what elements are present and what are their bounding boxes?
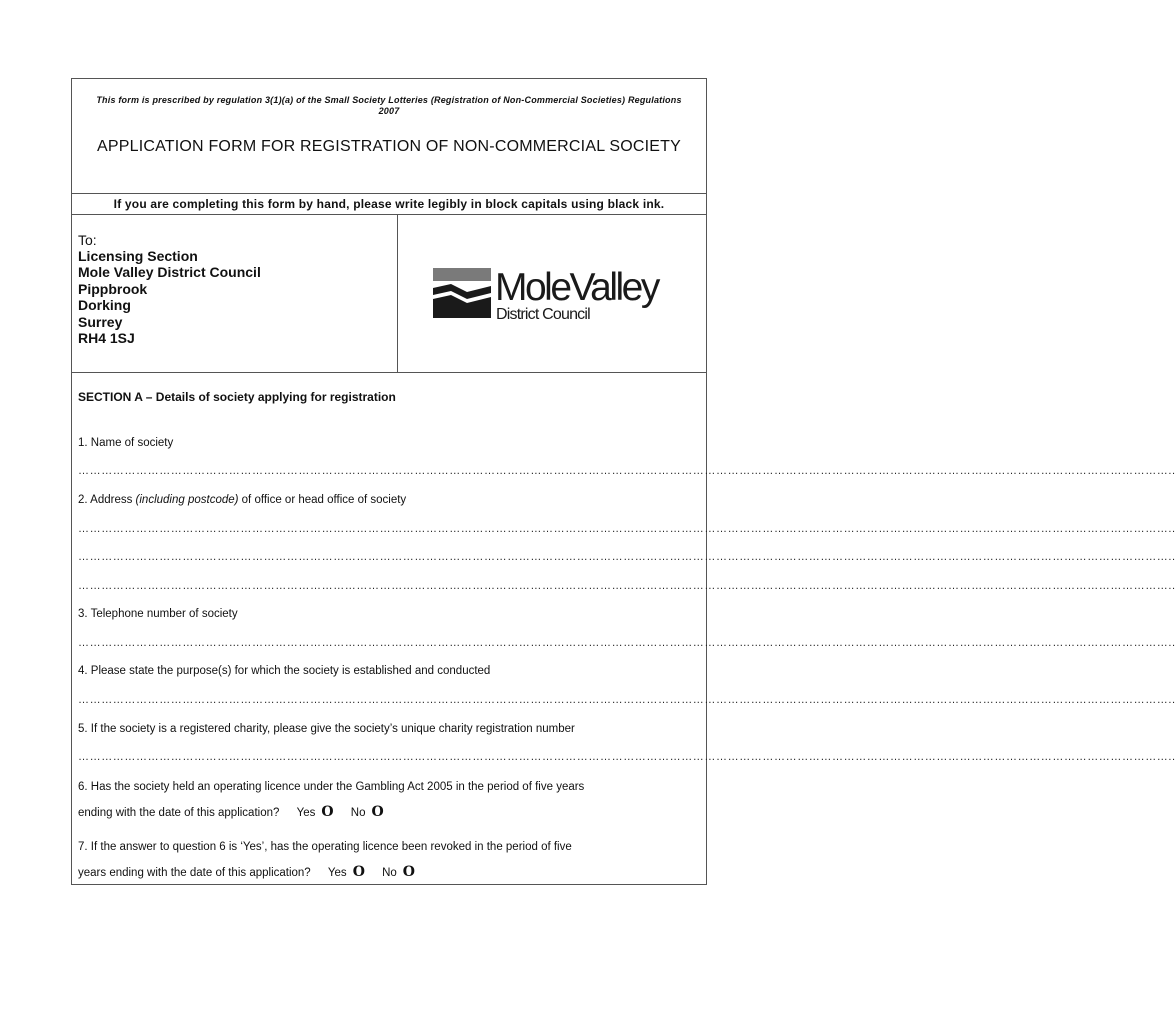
purpose-field[interactable]: ………………………………………………………………………………………………………………………………………………………………………………………………………………………………………………………….. [78, 694, 1176, 706]
section-a-title: SECTION A – Details of society applying for registration [78, 390, 396, 404]
question-4-label: 4. Please state the purpose(s) for which the society is established and conducted [78, 665, 491, 677]
question-7-label: 7. If the answer to question 6 is ‘Yes’, has the operating licence been revoked in the period of five [78, 841, 572, 853]
mole-valley-emblem-icon [433, 268, 491, 318]
q7-no-label: No [382, 867, 397, 879]
society-name-field[interactable]: ………………………………………………………………………………………………………………………………………………………………………………………………………………………………………………………….. [78, 465, 1176, 477]
question-7-answer-row [78, 865, 429, 880]
q6-no-radio[interactable]: O [371, 804, 384, 820]
q6-yes-radio[interactable]: O [321, 804, 334, 820]
address-line: Pippbrook [78, 280, 148, 297]
application-form [71, 78, 1176, 885]
completion-notice: If you are completing this form by hand, please write legibly in block capitals using black ink. [72, 193, 706, 215]
address-to-label: To: [78, 232, 97, 248]
question-3-label: 3. Telephone number of society [78, 608, 238, 620]
q7-no-radio[interactable]: O [402, 864, 415, 880]
question-6-answer-row [78, 805, 398, 820]
address-line: Dorking [78, 297, 131, 314]
telephone-field[interactable]: ………………………………………………………………………………………………………………………………………………………………………………………………………………………………………………………….. [78, 637, 1176, 649]
q6-no-label: No [350, 807, 366, 819]
question-6-label: 6. Has the society held an operating licence under the Gambling Act 2005 in the period of five years [78, 781, 585, 793]
question-2-italic: (including postcode) [135, 494, 239, 506]
q6-yes-label: Yes [296, 807, 316, 819]
question-1-label: 1. Name of society [78, 437, 174, 449]
question-6-label-cont: ending with the date of this application? [78, 807, 280, 819]
council-logo [398, 215, 706, 373]
logo-name: MoleValley [495, 266, 658, 309]
recipient-address [72, 215, 398, 373]
q7-yes-radio[interactable]: O [352, 864, 365, 880]
question-7-label-cont: years ending with the date of this application? [78, 867, 311, 879]
question-5-label: 5. If the society is a registered charity, please give the society’s unique charity registration number [78, 723, 575, 735]
logo-subtitle: District Council [496, 306, 590, 323]
question-2-label [78, 493, 406, 507]
form-header [72, 79, 706, 193]
form-title: APPLICATION FORM FOR REGISTRATION OF NON-COMMERCIAL SOCIETY [97, 138, 681, 155]
charity-number-field[interactable]: ………………………………………………………………………………………………………………………………………………………………………………………………………………………………………………………….. [78, 751, 1176, 763]
address-line: Mole Valley District Council [78, 264, 261, 281]
address-field-line-3[interactable]: ………………………………………………………………………………………………………………………………………………………………………………………………………………………………………………………….. [78, 580, 1176, 592]
question-2-suffix: of office or head office of society [238, 494, 407, 506]
address-field-line-1[interactable]: ………………………………………………………………………………………………………………………………………………………………………………………………………………………………………………………….. [78, 523, 1176, 535]
address-lines [78, 248, 261, 346]
q7-yes-label: Yes [327, 867, 347, 879]
address-line: Surrey [78, 313, 123, 330]
address-line: RH4 1SJ [78, 330, 135, 347]
address-field-line-2[interactable]: ………………………………………………………………………………………………………………………………………………………………………………………………………………………………………………………….. [78, 551, 1176, 563]
address-line: Licensing Section [78, 248, 198, 264]
regulation-note: This form is prescribed by regulation 3(1)(a) of the Small Society Lotteries (Registration of Non-Commercial Societies) Regulations 2007 [96, 95, 682, 116]
question-2-prefix: 2. Address [78, 494, 136, 506]
